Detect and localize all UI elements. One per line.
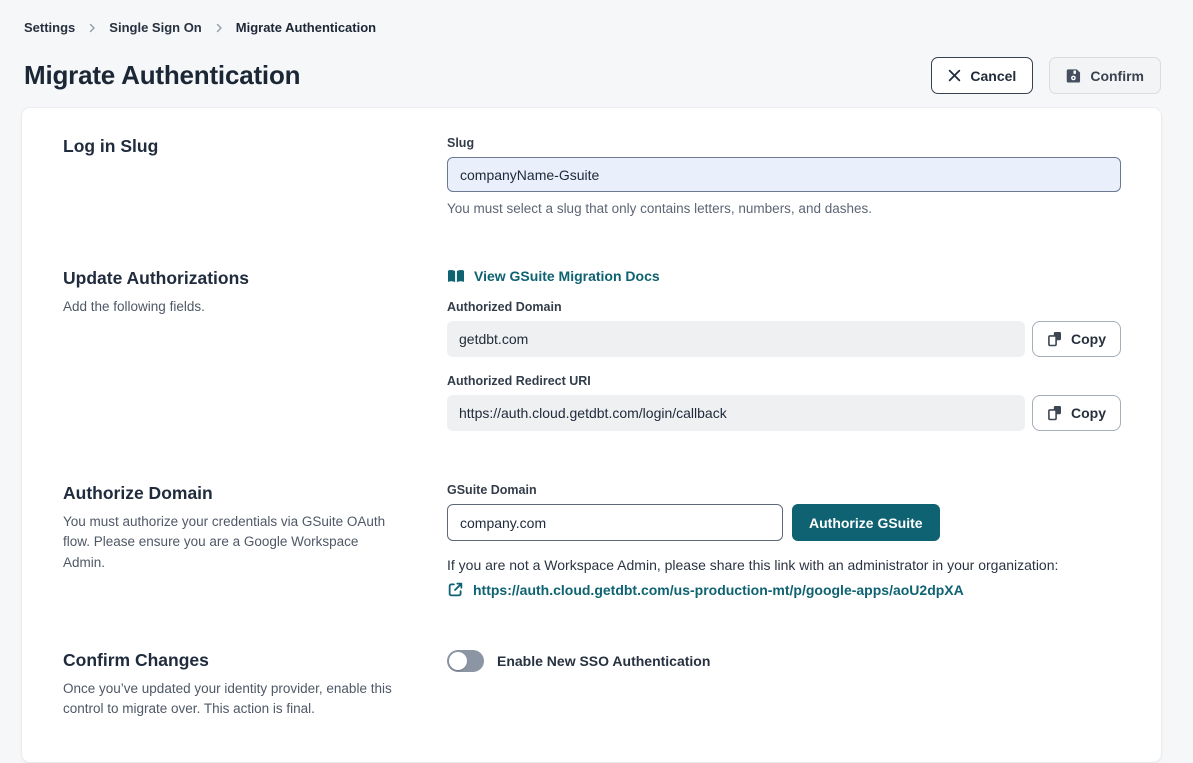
gsuite-domain-label: GSuite Domain [447,483,537,497]
chevron-right-icon [87,23,97,33]
slug-input[interactable] [447,157,1121,192]
breadcrumb-settings[interactable]: Settings [24,20,76,35]
confirm-changes-heading: Confirm Changes [63,650,209,670]
enable-sso-toggle[interactable] [447,650,484,672]
page-header [0,0,1193,108]
authorized-redirect-uri-label: Authorized Redirect URI [447,374,591,388]
authorized-redirect-uri-field[interactable] [447,395,1025,431]
header-actions [931,57,1161,94]
authorize-domain-heading: Authorize Domain [63,483,213,503]
docs-link-label: View GSuite Migration Docs [474,268,660,284]
login-slug-heading: Log in Slug [63,136,159,156]
copy-authorized-domain-button[interactable] [1032,321,1121,357]
copy-redirect-uri-button[interactable] [1032,395,1121,431]
copy-icon [1047,405,1063,421]
confirm-button[interactable] [1049,57,1161,94]
section-login-slug [63,136,1121,216]
update-authorizations-description: Add the following fields. [63,299,205,314]
authorize-domain-description: You must authorize your credentials via GSuite OAuth flow. Please ensure you are a Google Workspace Admin. [63,514,386,570]
gsuite-domain-input[interactable] [447,504,783,541]
copy-icon [1047,331,1063,347]
confirm-changes-description: Once you’ve updated your identity provider, enable this control to migrate over. This action is final. [63,681,392,717]
migrate-authentication-card [22,108,1161,762]
breadcrumb-single-sign-on[interactable]: Single Sign On [109,20,202,35]
workspace-admin-note: If you are not a Workspace Admin, please share this link with an administrator in your organization: [447,557,1059,573]
breadcrumb [24,20,1161,35]
update-authorizations-heading: Update Authorizations [63,268,250,288]
cancel-button[interactable] [931,57,1033,94]
page-title: Migrate Authentication [24,60,301,90]
authorize-gsuite-button[interactable]: Authorize GSuite [792,504,940,541]
gsuite-migration-docs-link[interactable] [447,268,660,284]
external-link-icon [447,581,464,598]
section-update-authorizations [63,268,1121,431]
breadcrumb-migrate-authentication: Migrate Authentication [235,20,377,35]
authorized-domain-label: Authorized Domain [447,300,562,314]
copy-button-label: Copy [1071,405,1106,421]
section-confirm-changes [63,650,1121,720]
slug-label: Slug [447,136,475,150]
chevron-right-icon [214,23,224,33]
book-icon [447,269,465,284]
authorization-share-link[interactable]: https://auth.cloud.getdbt.com/us-production-mt/p/google-apps/aoU2dpXA [473,581,964,598]
authorized-domain-field[interactable] [447,321,1025,357]
section-authorize-domain [63,483,1121,598]
toggle-knob [449,652,467,670]
copy-button-label: Copy [1071,331,1106,347]
save-icon [1066,68,1081,83]
slug-help-text: You must select a slug that only contains letters, numbers, and dashes. [447,201,872,216]
x-icon [948,69,961,82]
cancel-button-label: Cancel [970,67,1017,84]
enable-sso-toggle-label: Enable New SSO Authentication [497,653,711,669]
confirm-button-label: Confirm [1090,67,1144,84]
